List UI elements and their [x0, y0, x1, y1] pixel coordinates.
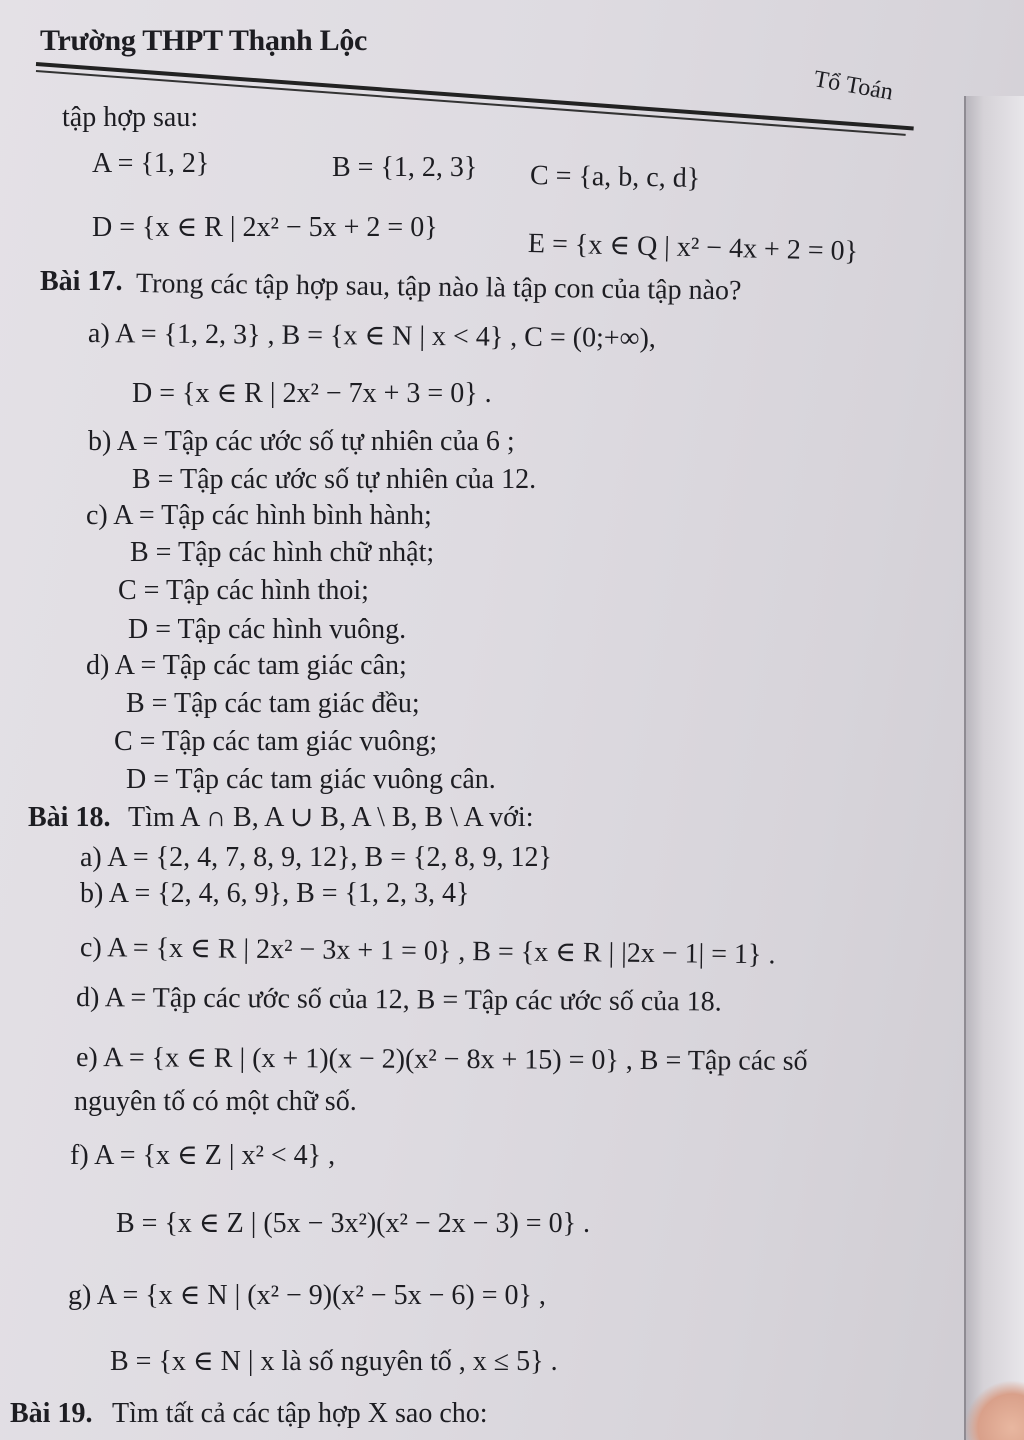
department-name: Tổ Toán: [811, 66, 896, 106]
exercise-18-title: Bài 18.: [28, 802, 111, 833]
ex17-d-line1: d) A = Tập các tam giác cân;: [86, 650, 407, 681]
set-b: B = {1, 2, 3}: [332, 152, 478, 183]
ex17-c-line2: B = Tập các hình chữ nhật;: [130, 537, 435, 568]
ex18-g-line1: g) A = {x ∈ N | (x² − 9)(x² − 5x − 6) = 0} ,: [68, 1280, 546, 1311]
ex18-e-line1: e) A = {x ∈ R | (x + 1)(x − 2)(x² − 8x + 15) = 0} , B = Tập các số: [75, 1042, 808, 1077]
exercise-19-prompt: Tìm tất cả các tập hợp X sao cho:: [112, 1398, 488, 1429]
ex17-c-line4: D = Tập các hình vuông.: [128, 614, 407, 645]
exercise-18-prompt: Tìm A ∩ B, A ∪ B, A \ B, B \ A với:: [128, 802, 534, 833]
school-name: Trường THPT Thạnh Lộc: [40, 24, 368, 57]
finger: [964, 1380, 1024, 1440]
ex17-c-line1: c) A = Tập các hình bình hành;: [86, 500, 432, 531]
ex18-e-line2: nguyên tố có một chữ số.: [74, 1086, 357, 1117]
exercise-19-title: Bài 19.: [10, 1398, 93, 1429]
set-e: E = {x ∈ Q | x² − 4x + 2 = 0}: [527, 228, 859, 268]
exercise-17-title: Bài 17.: [40, 266, 123, 297]
ex18-b: b) A = {2, 4, 6, 9}, B = {1, 2, 3, 4}: [80, 878, 470, 909]
ex17-a-line1: a) A = {1, 2, 3} , B = {x ∈ N | x < 4} , C = (0;+∞),: [87, 318, 657, 354]
ex18-f-line1: f) A = {x ∈ Z | x² < 4} ,: [70, 1140, 336, 1171]
ex17-b-line1: b) A = Tập các ước số tự nhiên của 6 ;: [88, 426, 515, 457]
ex18-d: d) A = Tập các ước số của 12, B = Tập các ước số của 18.: [75, 982, 722, 1018]
set-a: A = {1, 2}: [92, 148, 210, 179]
set-c: C = {a, b, c, d}: [529, 160, 701, 194]
ex17-d-line2: B = Tập các tam giác đều;: [126, 688, 420, 719]
ex18-g-line2: B = {x ∈ N | x là số nguyên tố , x ≤ 5} .: [110, 1346, 558, 1377]
ex17-a-line2: D = {x ∈ R | 2x² − 7x + 3 = 0} .: [132, 378, 492, 409]
intro-line: tập hợp sau:: [62, 102, 199, 133]
ex17-d-line3: C = Tập các tam giác vuông;: [114, 726, 438, 757]
ex17-b-line2: B = Tập các ước số tự nhiên của 12.: [132, 464, 537, 495]
ex18-a: a) A = {2, 4, 7, 8, 9, 12}, B = {2, 8, 9, 12}: [80, 842, 552, 873]
ex17-c-line3: C = Tập các hình thoi;: [118, 575, 369, 606]
ex18-c: c) A = {x ∈ R | 2x² − 3x + 1 = 0} , B = {x ∈ R | |2x − 1| = 1} .: [79, 932, 776, 971]
ex18-f-line2: B = {x ∈ Z | (5x − 3x²)(x² − 2x − 3) = 0} .: [116, 1208, 591, 1239]
set-d: D = {x ∈ R | 2x² − 5x + 2 = 0}: [92, 212, 438, 243]
exercise-17-prompt: Trong các tập hợp sau, tập nào là tập con của tập nào?: [135, 268, 742, 307]
ex17-d-line4: D = Tập các tam giác vuông cân.: [126, 764, 496, 795]
